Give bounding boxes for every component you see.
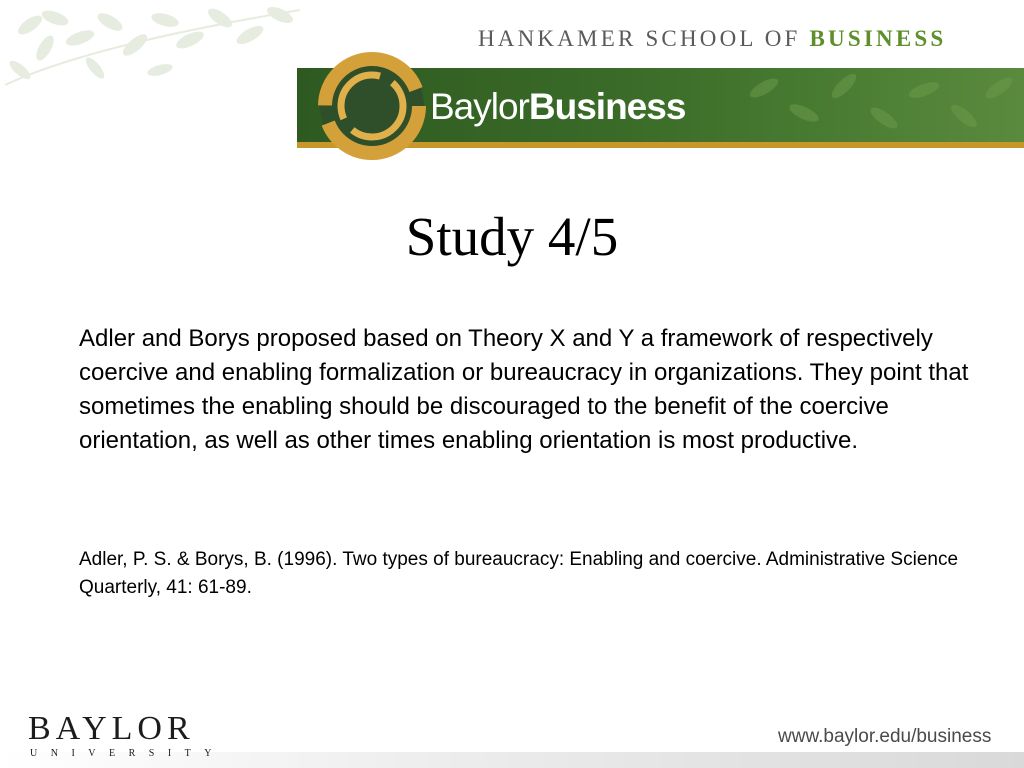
school-header (478, 26, 946, 52)
banner-leaf-icon (724, 68, 1024, 148)
university-name: BAYLOR (28, 710, 195, 747)
university-subtitle: UNIVERSITY (30, 748, 225, 759)
leaf-decoration-icon (0, 0, 310, 95)
slide-reference: Adler, P. S. & Borys, B. (1996). Two types of bureaucracy: Enabling and coercive. Administrative Science Quarterly, 41: 61-89. (79, 549, 959, 598)
brand-regular: Baylor (430, 86, 529, 127)
brand-bold: Business (528, 86, 686, 127)
slide-title: Study 4/5 (405, 206, 619, 267)
baylor-ring-logo-icon (312, 45, 432, 167)
slide-body-text: Adler and Borys proposed based on Theory X and Y a framework of respectively coercive and enabling formalization or bureaucracy in organizations. They point that sometimes the enabling should be discouraged to the benefit of the coercive orientation, as well as other times enabling orientation is most productive. (79, 325, 969, 454)
footer-url: www.baylor.edu/business (778, 726, 992, 747)
school-header-text: HANKAMER SCHOOL OF (478, 26, 801, 51)
brand-wordmark (430, 86, 685, 128)
school-header-accent: BUSINESS (809, 26, 947, 51)
